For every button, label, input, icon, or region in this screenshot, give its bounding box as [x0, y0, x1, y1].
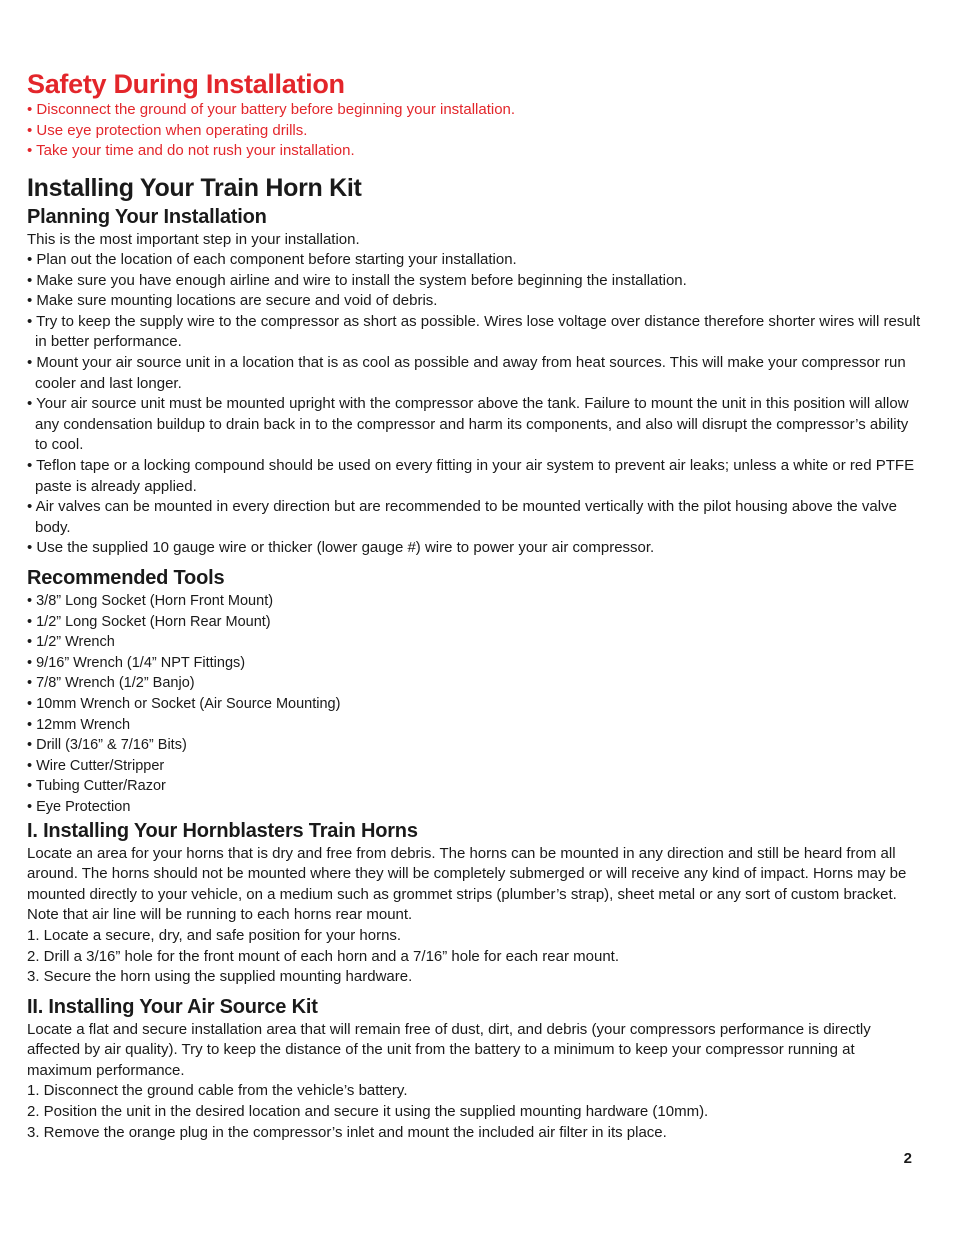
horns-title: I. Installing Your Hornblasters Train Horns — [27, 819, 418, 842]
air-source-paragraph: Locate a flat and secure installation area that will remain free of dust, dirt, and debris (your compressors performance is directly affected by air quality). Try to keep the distance of the unit from the battery to a minimum to keep your compressor running at maximum performance. — [27, 1020, 871, 1079]
tools-item: • 1/2” Wrench — [27, 634, 115, 651]
tools-item: • Tubing Cutter/Razor — [27, 778, 166, 795]
safety-item: • Take your time and do not rush your installation. — [27, 142, 355, 159]
planning-item: • Try to keep the supply wire to the compressor as short as possible. Wires lose voltage over distance therefore shorter wires will result in better performance. — [27, 312, 921, 351]
planning-item: • Use the supplied 10 gauge wire or thicker (lower gauge #) wire to power your air compressor. — [27, 539, 655, 557]
safety-item: • Disconnect the ground of your battery before beginning your installation. — [27, 101, 516, 118]
tools-item: • Drill (3/16” & 7/16” Bits) — [27, 737, 187, 754]
planning-item: • Teflon tape or a locking compound should be used on every fitting in your air system to prevent air leaks; unless a white or red PTFE paste is already applied. — [27, 457, 915, 495]
tools-item: • 10mm Wrench or Socket (Air Source Mounting) — [27, 695, 341, 712]
tools-item: • Eye Protection — [27, 798, 131, 815]
air-source-step: 2. Position the unit in the desired location and secure it using the supplied mounting hardware (10mm). — [27, 1103, 709, 1121]
tools-item: • Wire Cutter/Stripper — [27, 757, 165, 774]
tools-item: • 7/8” Wrench (1/2” Banjo) — [27, 675, 195, 692]
horns-paragraph: Locate an area for your horns that is dry and free from debris. The horns can be mounted in any direction and still be heard from all around. The horns should not be mounted where they will be completely submerged or will receive any kind of impact. Horns may be mounted directly to your vehicle, on a medium such as grommet strips (plumber’s strap), sheet metal or any sort of custom bracket. Note that air line will be running to each horns rear mount. — [27, 844, 907, 924]
safety-title: Safety During Installation — [27, 69, 345, 99]
tools-item: • 9/16” Wrench (1/4” NPT Fittings) — [27, 654, 246, 671]
planning-item: • Your air source unit must be mounted upright with the compressor above the tank. Failure to mount the unit in this position will allow any condensation buildup to drain back in to the compressor and harm its components, and also will disrupt the compressor’s ability to cool. — [27, 395, 909, 454]
planning-item: • Make sure mounting locations are secure and void of debris. — [27, 292, 438, 310]
page-content — [27, 68, 922, 1143]
planning-list — [27, 250, 922, 559]
horns-steps — [27, 926, 922, 988]
planning-title: Planning Your Installation — [27, 205, 267, 228]
horns-step: 2. Drill a 3/16” hole for the front mount of each horn and a 7/16” hole for each rear mount. — [27, 947, 620, 965]
air-source-step: 1. Disconnect the ground cable from the vehicle’s battery. — [27, 1082, 408, 1100]
air-source-steps — [27, 1081, 922, 1143]
planning-item: • Make sure you have enough airline and wire to install the system before beginning the installation. — [27, 271, 687, 289]
horns-step: 1. Locate a secure, dry, and safe position for your horns. — [27, 926, 402, 944]
tools-title: Recommended Tools — [27, 567, 225, 589]
planning-intro: This is the most important step in your installation. — [27, 230, 360, 248]
horns-step: 3. Secure the horn using the supplied mounting hardware. — [27, 968, 413, 986]
air-source-title: II. Installing Your Air Source Kit — [27, 995, 318, 1018]
air-source-step: 3. Remove the orange plug in the compressor’s inlet and mount the included air filter in its place. — [27, 1123, 667, 1141]
tools-item: • 3/8” Long Socket (Horn Front Mount) — [27, 593, 274, 609]
safety-list — [27, 100, 922, 162]
tools-item: • 1/2” Long Socket (Horn Rear Mount) — [27, 613, 271, 630]
main-title: Installing Your Train Horn Kit — [27, 173, 362, 202]
safety-item: • Use eye protection when operating drills. — [27, 121, 308, 139]
planning-item: • Mount your air source unit in a location that is as cool as possible and away from heat sources. This will make your compressor run cooler and last longer. — [27, 354, 906, 392]
tools-item: • 12mm Wrench — [27, 716, 131, 733]
planning-item: • Air valves can be mounted in every direction but are recommended to be mounted vertically with the pilot housing above the valve body. — [27, 498, 897, 536]
tools-list — [27, 591, 922, 818]
planning-item: • Plan out the location of each component before starting your installation. — [27, 251, 517, 269]
page-number: 2 — [903, 1150, 912, 1167]
